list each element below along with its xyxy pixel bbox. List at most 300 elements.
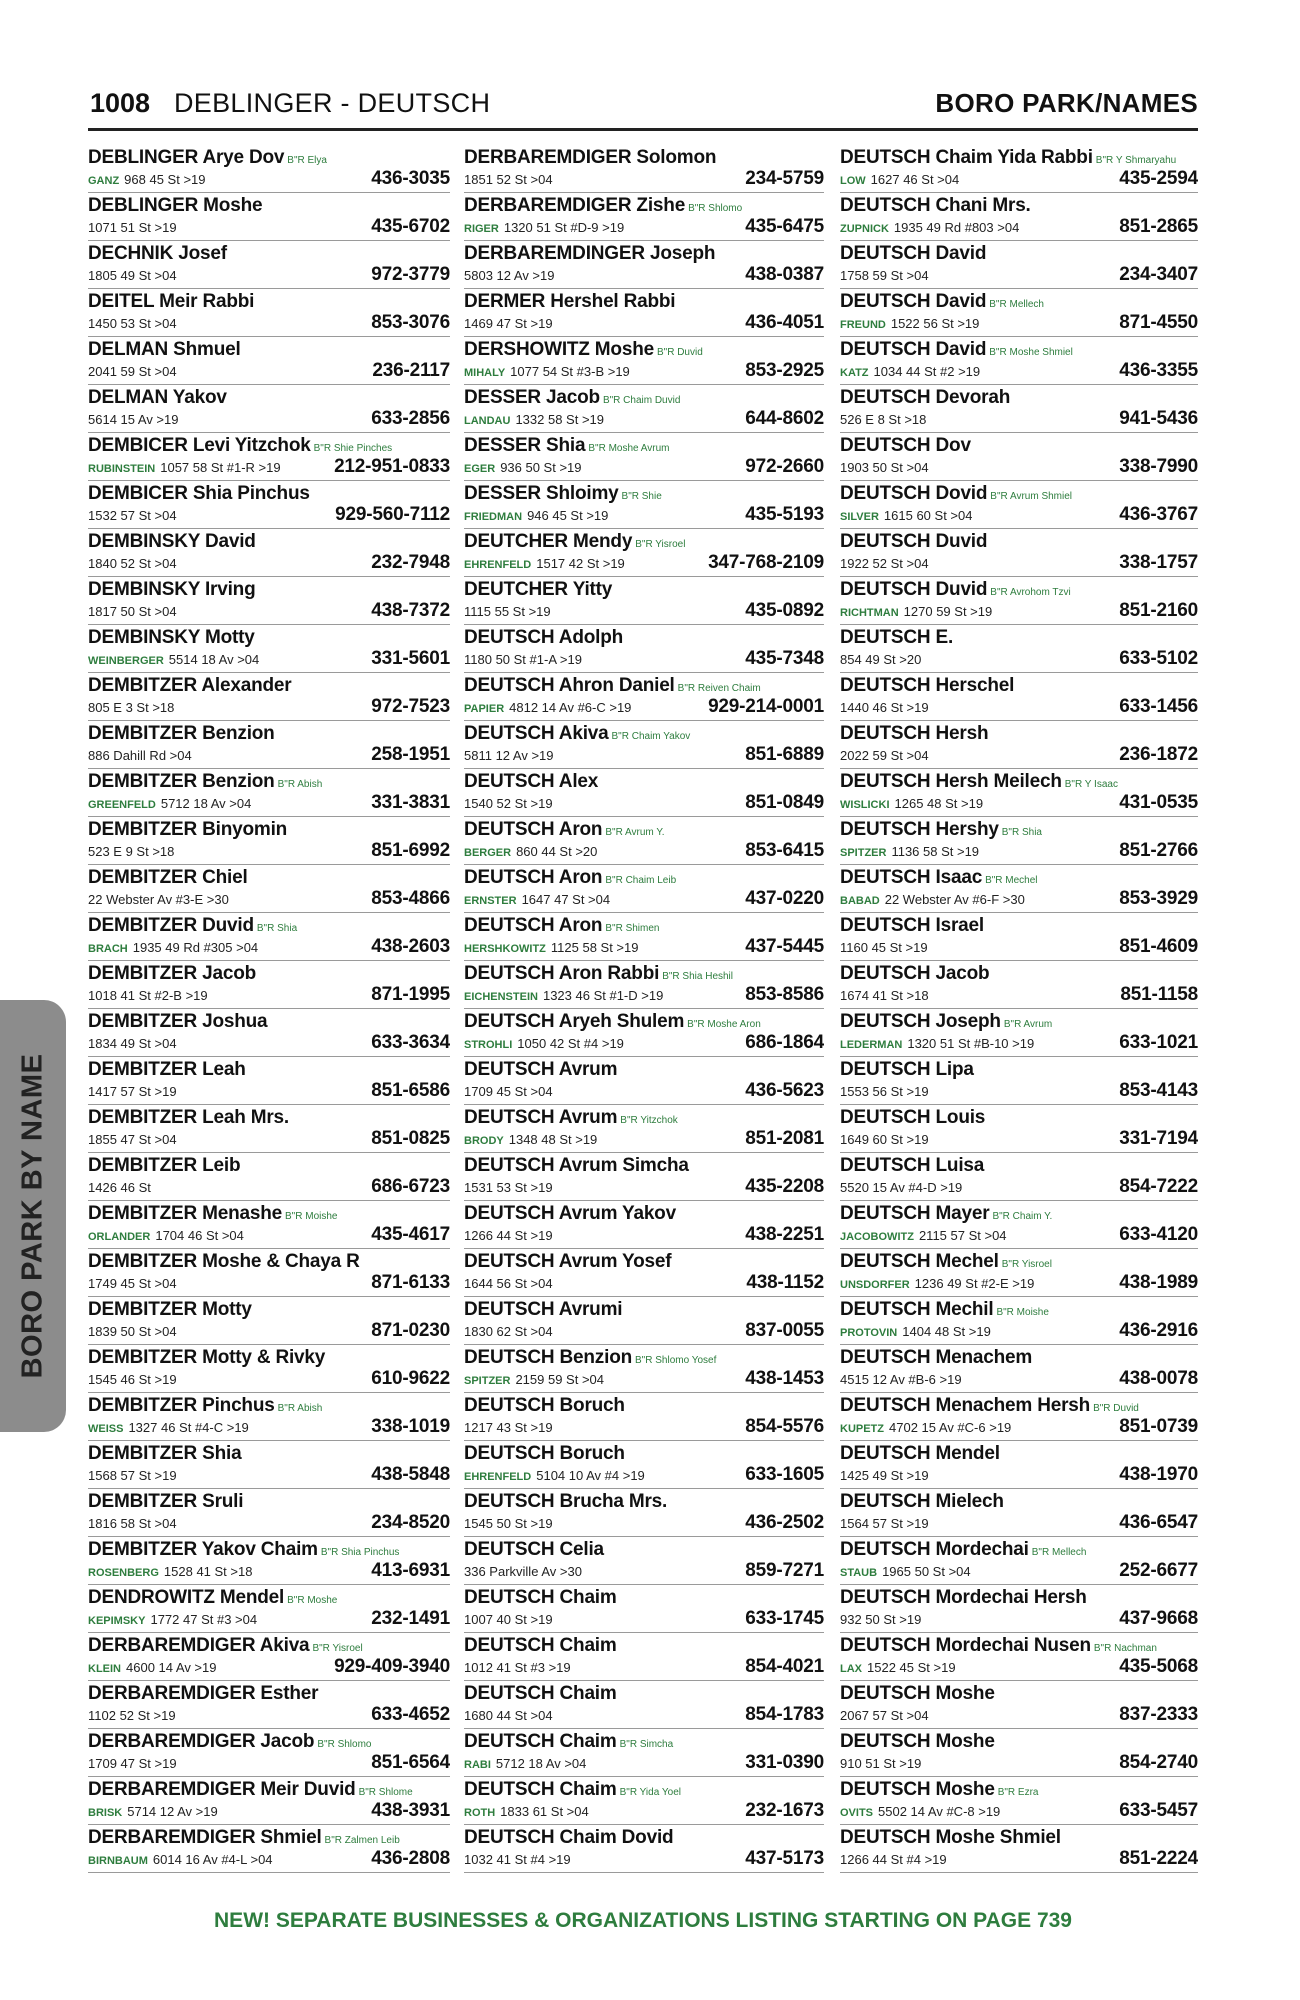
listing-maiden-name: EHRENFELD bbox=[464, 559, 532, 571]
listing-name: DEUTSCH Brucha Mrs. bbox=[464, 1491, 668, 1512]
listing-address: 5712 18 Av >04 bbox=[160, 796, 252, 811]
listing-phone: 972-2660 bbox=[745, 456, 824, 477]
listing-maiden-name: FREUND bbox=[840, 319, 886, 331]
listing-name: DECHNIK Josef bbox=[88, 243, 227, 264]
listing-entry bbox=[88, 1441, 450, 1489]
listing-parent-note: B"R Shlomo bbox=[317, 1739, 372, 1750]
listing-phone: 234-5759 bbox=[745, 168, 824, 189]
listing-name: DEUTSCH Menachem Hersh bbox=[840, 1395, 1091, 1416]
listing-name: DEUTSCH Aryeh Shulem bbox=[464, 1011, 685, 1032]
listing-address: 523 E 9 St >18 bbox=[88, 844, 175, 859]
listing-address: 4600 14 Av >19 bbox=[126, 1660, 217, 1675]
listing-parent-note: B"R Reiven Chaim bbox=[677, 683, 761, 694]
listing-name: DEUTSCH Aron bbox=[464, 915, 603, 936]
listing-entry bbox=[464, 433, 824, 481]
listing-phone: 633-2856 bbox=[371, 408, 450, 429]
listing-entry bbox=[464, 1729, 824, 1777]
footer-notice: NEW! SEPARATE BUSINESSES & ORGANIZATIONS LISTING STARTING ON PAGE 739 bbox=[214, 1909, 1072, 1932]
listing-entry bbox=[88, 337, 450, 385]
listing-phone: 854-1783 bbox=[745, 1704, 824, 1725]
listing-name: DELMAN Yakov bbox=[88, 387, 227, 408]
listing-maiden-name: RUBINSTEIN bbox=[88, 463, 156, 475]
listing-name: DEUTSCH Hersh bbox=[840, 723, 989, 744]
listing-name: DEUTSCH Moshe Shmiel bbox=[840, 1827, 1061, 1848]
listing-address: 1450 53 St >04 bbox=[88, 316, 177, 331]
listing-entry bbox=[88, 1153, 450, 1201]
listing-phone: 851-6992 bbox=[371, 840, 450, 861]
listing-parent-note: B"R Shia Heshil bbox=[662, 971, 734, 982]
listing-phone: 438-7372 bbox=[371, 600, 450, 621]
listing-phone: 851-2081 bbox=[745, 1128, 824, 1149]
listing-name: DEMBITZER Menashe bbox=[88, 1203, 283, 1224]
listing-entry bbox=[840, 577, 1198, 625]
listing-maiden-name: LOW bbox=[840, 175, 866, 187]
listing-phone: 437-5173 bbox=[745, 1848, 824, 1869]
listing-phone: 438-1453 bbox=[745, 1368, 824, 1389]
listing-maiden-name: ORLANDER bbox=[88, 1231, 151, 1243]
listing-phone: 347-768-2109 bbox=[708, 552, 824, 573]
listing-entry bbox=[88, 961, 450, 1009]
section-title: BORO PARK/NAMES bbox=[935, 88, 1198, 118]
listing-parent-note: B"R Abish bbox=[277, 779, 323, 790]
listing-phone: 232-7948 bbox=[371, 552, 450, 573]
listing-address: 1102 52 St >19 bbox=[88, 1708, 176, 1723]
listing-name: DEUTSCH Aron Rabbi bbox=[464, 963, 660, 984]
listing-name: DEUTSCH Boruch bbox=[464, 1395, 625, 1416]
listing-name: DESSER Shia bbox=[464, 435, 586, 456]
listing-maiden-name: EICHENSTEIN bbox=[464, 991, 538, 1003]
listing-phone: 610-9622 bbox=[371, 1368, 450, 1389]
listing-phone: 871-1995 bbox=[371, 984, 450, 1005]
listing-phone: 435-2208 bbox=[745, 1176, 824, 1197]
listing-maiden-name: LANDAU bbox=[464, 415, 511, 427]
listing-entry bbox=[88, 145, 450, 193]
listing-address: 1830 62 St >04 bbox=[464, 1324, 553, 1339]
listing-parent-note: B"R Yisroel bbox=[1001, 1259, 1052, 1270]
listing-name: DEUTSCH Aron bbox=[464, 867, 603, 888]
listing-maiden-name: KEPIMSKY bbox=[88, 1615, 146, 1627]
listing-address: 1469 47 St >19 bbox=[464, 316, 553, 331]
listing-entry bbox=[464, 1057, 824, 1105]
listing-entry bbox=[88, 1393, 450, 1441]
listing-parent-note: B"R Avrum Y. bbox=[605, 827, 665, 838]
listing-address: 4702 15 Av #C-6 >19 bbox=[889, 1420, 1012, 1435]
listing-maiden-name: KATZ bbox=[840, 367, 869, 379]
listing-maiden-name: JACOBOWITZ bbox=[840, 1231, 914, 1243]
listing-address: 1180 50 St #1-A >19 bbox=[464, 652, 582, 667]
listing-maiden-name: SPITZER bbox=[840, 847, 887, 859]
listing-entry bbox=[88, 577, 450, 625]
listing-name: DEUTSCH Chaim Dovid bbox=[464, 1827, 674, 1848]
listing-maiden-name: BRODY bbox=[464, 1135, 504, 1147]
listing-name: DEMBITZER Moshe & Chaya R bbox=[88, 1251, 360, 1272]
listing-phone: 331-0390 bbox=[745, 1752, 824, 1773]
listing-name: DEUTSCH Louis bbox=[840, 1107, 986, 1128]
listing-phone: 851-2766 bbox=[1119, 840, 1198, 861]
listing-name: DEUTSCH Avrum Yosef bbox=[464, 1251, 672, 1272]
listing-address: 936 50 St >19 bbox=[500, 460, 582, 475]
listing-phone: 854-5576 bbox=[745, 1416, 824, 1437]
listing-address: 2159 59 St >04 bbox=[515, 1372, 605, 1387]
listing-address: 336 Parkville Av >30 bbox=[464, 1564, 582, 1579]
listing-address: 1115 55 St >19 bbox=[464, 604, 551, 619]
listing-parent-note: B"R Shie Pinches bbox=[313, 443, 393, 454]
listing-address: 1160 45 St >19 bbox=[840, 940, 928, 955]
listing-maiden-name: PAPIER bbox=[464, 703, 505, 715]
listing-entry bbox=[464, 1393, 824, 1441]
listing-phone: 644-8602 bbox=[745, 408, 824, 429]
listing-name: DEUTCHER Yitty bbox=[464, 579, 613, 600]
listing-phone: 837-2333 bbox=[1119, 1704, 1198, 1725]
listing-name: DEMBICER Levi Yitzchok bbox=[88, 435, 311, 456]
listing-name: DEUTSCH Luisa bbox=[840, 1155, 985, 1176]
listing-phone: 436-2916 bbox=[1119, 1320, 1198, 1341]
listing-address: 5104 10 Av #4 >19 bbox=[536, 1468, 645, 1483]
listing-maiden-name: WISLICKI bbox=[840, 799, 890, 811]
listing-phone: 851-6586 bbox=[371, 1080, 450, 1101]
listing-entry bbox=[840, 1201, 1198, 1249]
listing-maiden-name: ROSENBERG bbox=[88, 1567, 159, 1579]
listing-phone: 859-7271 bbox=[745, 1560, 824, 1581]
listing-column-3 bbox=[840, 145, 1198, 1873]
listing-address: 1517 42 St >19 bbox=[536, 556, 625, 571]
listing-name: DEUTSCH Mordechai Hersh bbox=[840, 1587, 1087, 1608]
listing-phone: 854-4021 bbox=[745, 1656, 824, 1677]
listing-parent-note: B"R Moishe bbox=[285, 1211, 338, 1222]
listing-parent-note: B"R Zalmen Leib bbox=[324, 1835, 400, 1846]
listing-phone: 435-2594 bbox=[1119, 168, 1198, 189]
listing-address: 946 45 St >19 bbox=[527, 508, 609, 523]
listing-entry bbox=[840, 1393, 1198, 1441]
listing-address: 1644 56 St >04 bbox=[464, 1276, 553, 1291]
listing-name: DEUTSCH Chaim Yida Rabbi bbox=[840, 147, 1093, 168]
listing-address: 1136 58 St >19 bbox=[891, 844, 980, 859]
listing-phone: 941-5436 bbox=[1119, 408, 1198, 429]
listing-address: 5614 15 Av >19 bbox=[88, 412, 179, 427]
listing-address: 1627 46 St >04 bbox=[870, 172, 960, 187]
listing-entry bbox=[840, 481, 1198, 529]
listing-address: 1709 45 St >04 bbox=[464, 1084, 553, 1099]
listing-entry bbox=[464, 1681, 824, 1729]
listing-phone: 435-5193 bbox=[745, 504, 824, 525]
listing-name: DEUTSCH Mordechai Nusen bbox=[840, 1635, 1091, 1656]
listing-entry bbox=[88, 289, 450, 337]
listing-entry bbox=[88, 1201, 450, 1249]
listing-address: 1545 50 St >19 bbox=[464, 1516, 553, 1531]
listing-phone: 851-0825 bbox=[371, 1128, 450, 1149]
listing-column-1 bbox=[88, 145, 450, 1873]
listing-address: 22 Webster Av #6-F >30 bbox=[884, 892, 1025, 907]
listing-entry bbox=[464, 961, 824, 1009]
listing-address: 1568 57 St >19 bbox=[88, 1468, 177, 1483]
listing-phone: 431-0535 bbox=[1119, 792, 1198, 813]
listing-name: DEUTSCH Isaac bbox=[840, 867, 983, 888]
listing-parent-note: B"R Y Isaac bbox=[1064, 779, 1118, 790]
listing-address: 5811 12 Av >19 bbox=[464, 748, 554, 763]
listing-name: DEUTSCH Akiva bbox=[464, 723, 609, 744]
listing-entry bbox=[464, 721, 824, 769]
listing-entry bbox=[88, 1537, 450, 1585]
listing-phone: 853-2925 bbox=[745, 360, 824, 381]
listing-phone: 258-1951 bbox=[371, 744, 450, 765]
listing-name: DEUTSCH Mechel bbox=[840, 1251, 999, 1272]
listing-address: 5520 15 Av #4-D >19 bbox=[840, 1180, 963, 1195]
listing-phone: 853-4143 bbox=[1119, 1080, 1198, 1101]
listing-address: 4515 12 Av #B-6 >19 bbox=[840, 1372, 962, 1387]
listing-name: DEMBICER Shia Pinchus bbox=[88, 483, 310, 504]
listing-address: 1840 52 St >04 bbox=[88, 556, 177, 571]
listing-address: 1564 57 St >19 bbox=[840, 1516, 929, 1531]
listing-phone: 435-4617 bbox=[371, 1224, 450, 1245]
listing-phone: 851-4609 bbox=[1119, 936, 1198, 957]
listing-address: 4812 14 Av #6-C >19 bbox=[509, 700, 632, 715]
listing-address: 1348 48 St >19 bbox=[508, 1132, 598, 1147]
listing-entry bbox=[840, 1249, 1198, 1297]
listing-entry bbox=[88, 1489, 450, 1537]
listing-address: 1674 41 St >18 bbox=[840, 988, 929, 1003]
listing-entry bbox=[464, 241, 824, 289]
listing-name: DEBLINGER Arye Dov bbox=[88, 147, 285, 168]
listing-parent-note: B"R Shlomo Yosef bbox=[635, 1355, 717, 1366]
listing-address: 968 45 St >19 bbox=[124, 172, 206, 187]
listing-phone: 633-5457 bbox=[1119, 1800, 1198, 1821]
listing-maiden-name: PROTOVIN bbox=[840, 1327, 898, 1339]
listing-address: 910 51 St >19 bbox=[840, 1756, 922, 1771]
side-tab bbox=[0, 1000, 66, 1432]
listing-name: DEUTSCH Moshe bbox=[840, 1683, 995, 1704]
listing-name: DEBLINGER Moshe bbox=[88, 195, 263, 216]
listing-address: 1320 51 St #D-9 >19 bbox=[503, 220, 625, 235]
listing-parent-note: B"R Yitzchok bbox=[620, 1115, 678, 1126]
listing-maiden-name: BRACH bbox=[88, 943, 128, 955]
listing-entry bbox=[840, 625, 1198, 673]
listing-name: DEUTSCH Mendel bbox=[840, 1443, 1000, 1464]
listing-entry bbox=[464, 1489, 824, 1537]
listing-phone: 633-1456 bbox=[1119, 696, 1198, 717]
listing-entry bbox=[840, 289, 1198, 337]
listing-entry bbox=[88, 433, 450, 481]
listing-name: DEUTSCH Alex bbox=[464, 771, 599, 792]
listing-entry bbox=[88, 1585, 450, 1633]
listing-entry bbox=[464, 481, 824, 529]
listing-address: 1817 50 St >04 bbox=[88, 604, 177, 619]
listing-address: 2022 59 St >04 bbox=[840, 748, 929, 763]
listing-address: 1615 60 St >04 bbox=[883, 508, 973, 523]
page-header bbox=[88, 88, 1198, 131]
listing-address: 1709 47 St >19 bbox=[88, 1756, 177, 1771]
listing-name: DEMBITZER Benzion bbox=[88, 771, 275, 792]
listing-entry bbox=[88, 385, 450, 433]
listing-phone: 436-2808 bbox=[371, 1848, 450, 1869]
listing-parent-note: B"R Mellech bbox=[989, 299, 1044, 310]
listing-phone: 853-3076 bbox=[371, 312, 450, 333]
listing-maiden-name: BABAD bbox=[840, 895, 880, 907]
listing-address: 1545 46 St >19 bbox=[88, 1372, 177, 1387]
listing-phone: 252-6677 bbox=[1119, 1560, 1198, 1581]
listing-address: 1217 43 St >19 bbox=[464, 1420, 553, 1435]
listing-address: 860 44 St >20 bbox=[516, 844, 598, 859]
listing-address: 1649 60 St >19 bbox=[840, 1132, 929, 1147]
listing-address: 1440 46 St >19 bbox=[840, 700, 929, 715]
listing-address: 2115 57 St >04 bbox=[918, 1228, 1007, 1243]
listing-address: 1922 52 St >04 bbox=[840, 556, 929, 571]
listing-entry bbox=[464, 1153, 824, 1201]
listing-phone: 435-0892 bbox=[745, 600, 824, 621]
listing-name: DEMBITZER Motty bbox=[88, 1299, 252, 1320]
listing-address: 1077 54 St #3-B >19 bbox=[510, 364, 630, 379]
listing-address: 1772 47 St #3 >04 bbox=[150, 1612, 258, 1627]
listing-entry bbox=[88, 1345, 450, 1393]
listing-entry bbox=[840, 913, 1198, 961]
listing-entry bbox=[88, 1105, 450, 1153]
listing-name: DEUTSCH Chaim bbox=[464, 1635, 617, 1656]
listing-phone: 438-5848 bbox=[371, 1464, 450, 1485]
listing-name: DERBAREMDIGER Solomon bbox=[464, 147, 717, 168]
listing-name: DESSER Shloimy bbox=[464, 483, 619, 504]
listing-entry bbox=[464, 289, 824, 337]
listing-parent-note: B"R Mellech bbox=[1031, 1547, 1087, 1558]
listing-entry bbox=[88, 1681, 450, 1729]
listing-address: 1071 51 St >19 bbox=[88, 220, 177, 235]
listing-name: DERBAREMDINGER Joseph bbox=[464, 243, 716, 264]
listing-parent-note: B"R Moishe bbox=[996, 1307, 1049, 1318]
listing-phone: 929-214-0001 bbox=[708, 696, 824, 717]
listing-address: 1125 58 St >19 bbox=[550, 940, 639, 955]
listing-entry bbox=[88, 625, 450, 673]
listing-phone: 236-1872 bbox=[1119, 744, 1198, 765]
listing-phone: 853-8586 bbox=[745, 984, 824, 1005]
listing-phone: 438-1989 bbox=[1119, 1272, 1198, 1293]
listing-maiden-name: BIRNBAUM bbox=[88, 1855, 148, 1867]
listing-entry bbox=[464, 913, 824, 961]
listing-name: DEUTSCH Duvid bbox=[840, 579, 988, 600]
listing-address: 1425 49 St >19 bbox=[840, 1468, 929, 1483]
listing-phone: 435-7348 bbox=[745, 648, 824, 669]
side-tab-label: BORO PARK BY NAME bbox=[16, 1053, 49, 1379]
listing-name: DERBAREMDIGER Akiva bbox=[88, 1635, 310, 1656]
listing-parent-note: B"R Duvid bbox=[1093, 1403, 1139, 1414]
listing-phone: 436-3767 bbox=[1119, 504, 1198, 525]
listing-entry bbox=[464, 577, 824, 625]
listing-entry bbox=[464, 1825, 824, 1873]
listing-phone: 633-5102 bbox=[1119, 648, 1198, 669]
listing-address: 1404 48 St >19 bbox=[902, 1324, 991, 1339]
listing-entry bbox=[840, 673, 1198, 721]
listing-phone: 338-1019 bbox=[371, 1416, 450, 1437]
listing-name: DEMBINSKY David bbox=[88, 531, 256, 552]
listing-entry bbox=[840, 1729, 1198, 1777]
listing-entry bbox=[464, 673, 824, 721]
listing-entry bbox=[88, 241, 450, 289]
listing-name: DEUTSCH Ahron Daniel bbox=[464, 675, 675, 696]
listing-address: 1323 46 St #1-D >19 bbox=[542, 988, 664, 1003]
listing-entry bbox=[840, 1105, 1198, 1153]
listing-name: DEUTSCH Lipa bbox=[840, 1059, 974, 1080]
listing-address: 1965 50 St >04 bbox=[882, 1564, 971, 1579]
listing-parent-note: B"R Shie bbox=[621, 491, 662, 502]
listing-parent-note: B"R Moshe bbox=[287, 1595, 338, 1606]
listing-phone: 972-3779 bbox=[371, 264, 450, 285]
listing-phone: 437-5445 bbox=[745, 936, 824, 957]
listing-address: 1540 52 St >19 bbox=[464, 796, 553, 811]
listing-name: DEUTSCH Mielech bbox=[840, 1491, 1004, 1512]
listing-phone: 436-3035 bbox=[371, 168, 450, 189]
listing-phone: 851-1158 bbox=[1120, 984, 1198, 1005]
listing-name: DEUTSCH Benzion bbox=[464, 1347, 633, 1368]
listing-parent-note: B"R Y Shmaryahu bbox=[1095, 155, 1177, 166]
listing-parent-note: B"R Moshe Aron bbox=[687, 1019, 761, 1030]
listing-address: 1805 49 St >04 bbox=[88, 268, 177, 283]
listing-address: 1758 59 St >04 bbox=[840, 268, 929, 283]
listing-address: 1266 44 St >19 bbox=[464, 1228, 553, 1243]
listing-entry bbox=[464, 1009, 824, 1057]
listing-maiden-name: WEINBERGER bbox=[88, 655, 164, 667]
listing-entry bbox=[464, 1585, 824, 1633]
listing-phone: 438-2251 bbox=[745, 1224, 824, 1245]
listing-address: 1236 49 St #2-E >19 bbox=[914, 1276, 1035, 1291]
listing-address: 5514 18 Av >04 bbox=[168, 652, 260, 667]
listing-phone: 633-4120 bbox=[1119, 1224, 1198, 1245]
listing-maiden-name: ZUPNICK bbox=[840, 223, 889, 235]
listing-address: 1034 44 St #2 >19 bbox=[873, 364, 981, 379]
listing-entry bbox=[88, 1297, 450, 1345]
listing-name: DEUTSCH Herschel bbox=[840, 675, 1015, 696]
listing-parent-note: B"R Avrum bbox=[1003, 1019, 1053, 1030]
listing-entry bbox=[88, 1057, 450, 1105]
listing-phone: 413-6931 bbox=[371, 1560, 450, 1581]
listing-name: DEUTSCH Duvid bbox=[840, 531, 988, 552]
listing-entry bbox=[88, 769, 450, 817]
listing-entry bbox=[840, 817, 1198, 865]
listing-name: DEUTSCH Celia bbox=[464, 1539, 604, 1560]
listing-phone: 338-7990 bbox=[1119, 456, 1198, 477]
listing-name: DEMBITZER Leah Mrs. bbox=[88, 1107, 289, 1128]
listing-address: 1680 44 St >04 bbox=[464, 1708, 553, 1723]
listing-entry bbox=[840, 241, 1198, 289]
listing-name: DEMBITZER Motty & Rivky bbox=[88, 1347, 326, 1368]
listing-name: DEUTSCH Mayer bbox=[840, 1203, 990, 1224]
listing-name: DEMBITZER Leib bbox=[88, 1155, 241, 1176]
listing-name: DEMBITZER Shia bbox=[88, 1443, 242, 1464]
listing-phone: 686-6723 bbox=[371, 1176, 450, 1197]
listing-entry bbox=[464, 193, 824, 241]
listing-phone: 236-2117 bbox=[372, 360, 450, 381]
listing-entry bbox=[840, 1057, 1198, 1105]
listing-entry bbox=[464, 1249, 824, 1297]
listing-address: 1855 47 St >04 bbox=[88, 1132, 177, 1147]
listing-phone: 232-1673 bbox=[745, 1800, 824, 1821]
listing-phone: 435-6475 bbox=[745, 216, 824, 237]
listing-phone: 854-2740 bbox=[1119, 1752, 1198, 1773]
listing-phone: 436-3355 bbox=[1119, 360, 1198, 381]
listing-parent-note: B"R Avrum Shmiel bbox=[990, 491, 1073, 502]
listing-address: 1903 50 St >04 bbox=[840, 460, 929, 475]
listing-address: 1704 46 St >04 bbox=[155, 1228, 244, 1243]
listing-phone: 438-3931 bbox=[371, 1800, 450, 1821]
listing-entry bbox=[840, 529, 1198, 577]
listing-name: DELMAN Shmuel bbox=[88, 339, 241, 360]
listing-address: 1833 61 St >04 bbox=[500, 1804, 589, 1819]
listing-address: 932 50 St >19 bbox=[840, 1612, 922, 1627]
listing-name: DESSER Jacob bbox=[464, 387, 600, 408]
listing-entry bbox=[464, 817, 824, 865]
listing-maiden-name: BERGER bbox=[464, 847, 512, 859]
listing-name: DERBAREMDIGER Meir Duvid bbox=[88, 1779, 356, 1800]
listing-entry bbox=[464, 1201, 824, 1249]
listing-entry bbox=[840, 385, 1198, 433]
listing-entry bbox=[88, 1633, 450, 1681]
listing-phone: 633-1605 bbox=[745, 1464, 824, 1485]
